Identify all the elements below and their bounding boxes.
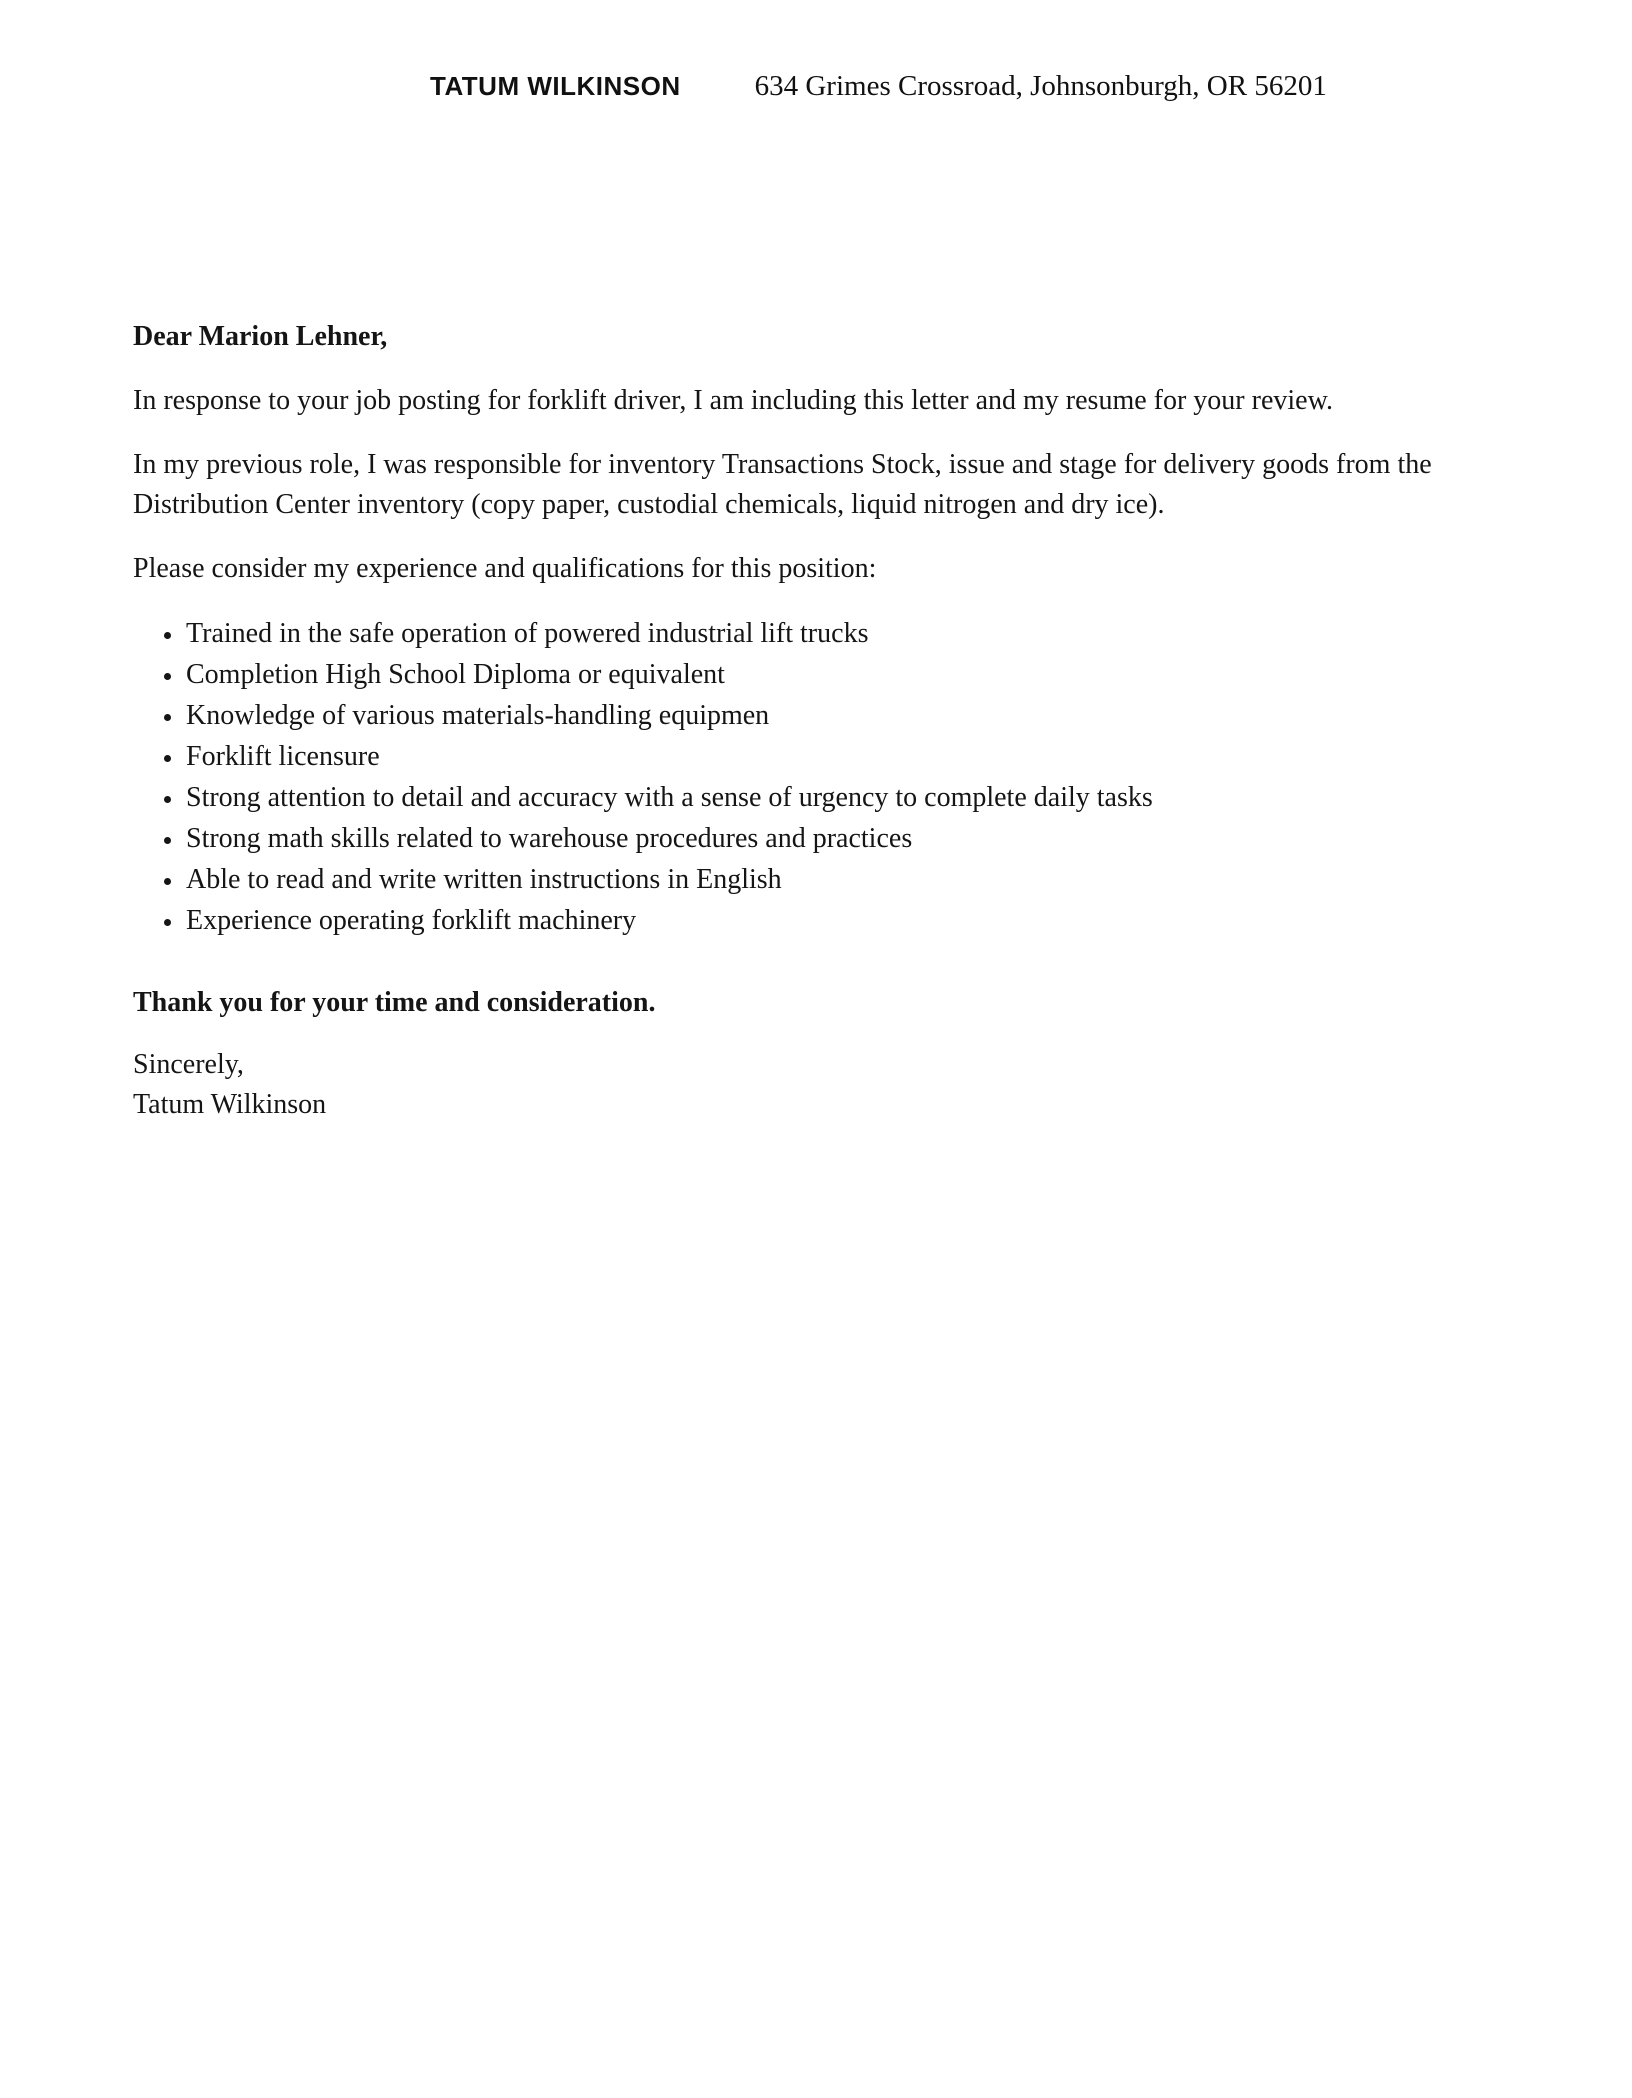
list-item: • Knowledge of various materials-handling equipmen	[184, 695, 1500, 736]
list-item: • Strong attention to detail and accuracy with a sense of urgency to complete daily tasks	[184, 777, 1500, 818]
signoff-block	[133, 1045, 1500, 1125]
letter-header	[0, 0, 1632, 103]
signoff: Sincerely,	[133, 1049, 244, 1080]
qualifications-list	[133, 613, 1500, 941]
list-item: • Experience operating forklift machinery	[184, 900, 1500, 941]
paragraph-qualifications-lead: Please consider my experience and qualifications for this position:	[133, 553, 877, 584]
list-item: • Trained in the safe operation of powered industrial lift trucks	[184, 613, 1500, 654]
letter-body	[0, 317, 1632, 1125]
signature-name: Tatum Wilkinson	[133, 1089, 327, 1120]
sender-address: 634 Grimes Crossroad, Johnsonburgh, OR 56201	[754, 70, 1327, 102]
list-item: • Strong math skills related to warehouse procedures and practices	[184, 818, 1500, 859]
list-item: • Able to read and write written instructions in English	[184, 859, 1500, 900]
salutation: Dear Marion Lehner,	[133, 321, 388, 352]
list-item: • Forklift licensure	[184, 736, 1500, 777]
sender-name: TATUM WILKINSON	[430, 71, 681, 101]
paragraph-intro: In response to your job posting for forklift driver, I am including this letter and my resume for your review.	[133, 385, 1333, 416]
closing-statement: Thank you for your time and consideration.	[133, 987, 656, 1018]
list-item: • Completion High School Diploma or equivalent	[184, 654, 1500, 695]
paragraph-previous-role: In my previous role, I was responsible for inventory Transactions Stock, issue and stage for delivery goods from the Distribution Center inventory (copy paper, custodial chemicals, liquid nitrogen and dry ice).	[133, 449, 1432, 520]
